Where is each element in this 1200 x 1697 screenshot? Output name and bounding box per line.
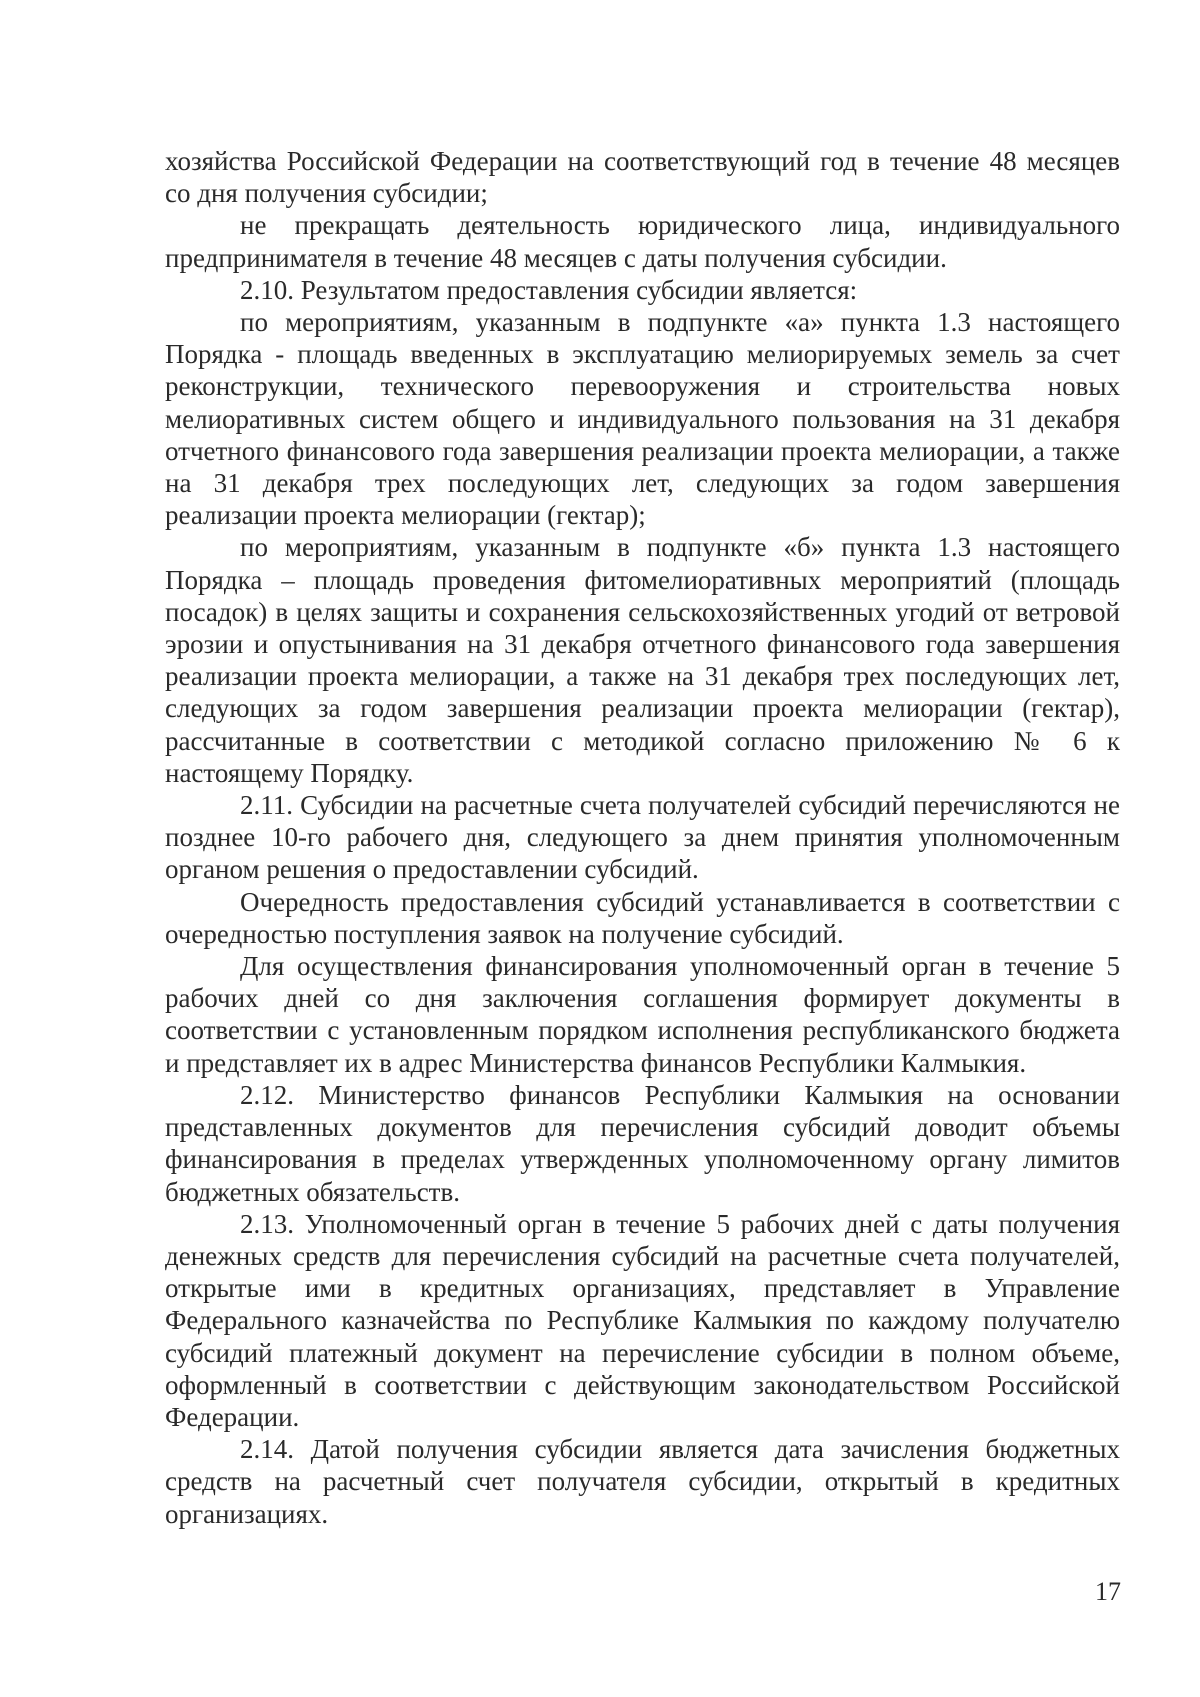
- paragraph-obligation: не прекращать деятельность юридического лица, индивидуального предпринимателя в течение 48 месяцев с даты получения субсидии.: [165, 210, 1120, 273]
- paragraph-2-12: 2.12. Министерство финансов Республики Калмыкия на основании представленных документов для перечисления субсидий доводит объемы финансирования в пределах утвержденных уполномоченному органу лимитов бюджетных обязательств.: [165, 1079, 1120, 1207]
- paragraph-2-10-item-b: по мероприятиям, указанным в подпункте «б» пункта 1.3 настоящего Порядка – площадь проведения фитомелиоративных мероприятий (площадь посадок) в целях защиты и сохранения сельскохозяйственных угодий от ветровой эрозии и опустынивания на 31 декабря отчетного финансового года завершения реализации проекта мелиорации, а также на 31 декабря трех последующих лет, следующих за годом завершения реализации проекта мелиорации (гектар), рассчитанные в соответствии с методикой согласно приложению № 6 к настоящему Порядку.: [165, 532, 1120, 788]
- paragraph-2-10-heading: 2.10. Результатом предоставления субсидии является:: [240, 274, 858, 305]
- paragraph-2-14: 2.14. Датой получения субсидии является дата зачисления бюджетных средств на расчетный счет получателя субсидии, открытый в кредитных организациях.: [165, 1434, 1120, 1529]
- paragraph-financing: Для осуществления финансирования уполномоченный орган в течение 5 рабочих дней со дня заключения соглашения формирует документы в соответствии с установленным порядком исполнения республиканского бюджета и представляет их в адрес Министерства финансов Республики Калмыкия.: [165, 951, 1120, 1078]
- paragraph-2-13: 2.13. Уполномоченный орган в течение 5 рабочих дней с даты получения денежных средств для перечисления субсидий на расчетные счета получателей, открытые ими в кредитных организациях, представляет в Управление Федерального казначейства по Республике Калмыкия по каждому получателю субсидий платежный документ на перечисление субсидии в полном объеме, оформленный в соответствии с действующим законодательством Российской Федерации.: [165, 1208, 1120, 1432]
- paragraph-queue-order: Очередность предоставления субсидий устанавливается в соответствии с очередностью поступления заявок на получение субсидий.: [165, 886, 1120, 949]
- paragraph-continuation: хозяйства Российской Федерации на соответствующий год в течение 48 месяцев со дня получения субсидии;: [165, 146, 1120, 209]
- page-number: 17: [1095, 1577, 1121, 1606]
- paragraph-2-11: 2.11. Субсидии на расчетные счета получателей субсидий перечисляются не позднее 10-го рабочего дня, следующего за днем принятия уполномоченным органом решения о предоставлении субсидий.: [165, 790, 1120, 885]
- paragraph-2-10-item-a: по мероприятиям, указанным в подпункте «а» пункта 1.3 настоящего Порядка - площадь введенных в эксплуатацию мелиорируемых земель за счет реконструкции, технического перевооружения и строительства новых мелиоративных систем общего и индивидуального пользования на 31 декабря отчетного финансового года завершения реализации проекта мелиорации, а также на 31 декабря трех последующих лет, следующих за годом завершения реализации проекта мелиорации (гектар);: [165, 307, 1120, 531]
- document-body: [165, 145, 1120, 1530]
